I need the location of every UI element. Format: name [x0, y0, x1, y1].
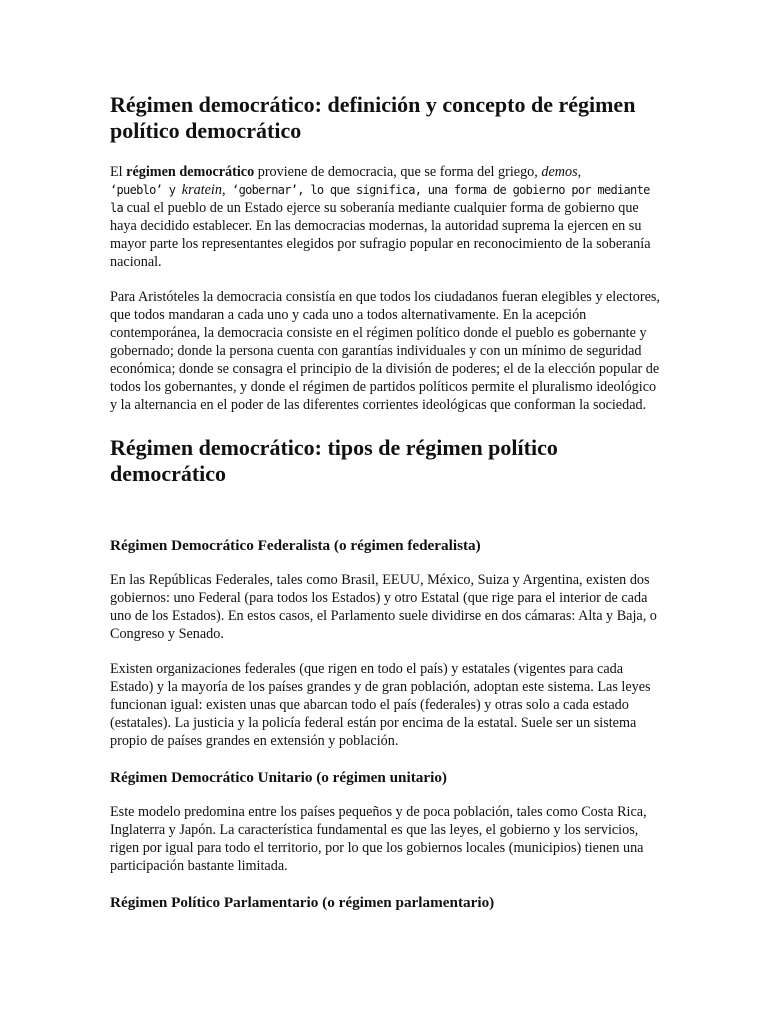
intro-bold-term: régimen democrático	[126, 164, 255, 180]
intro-text-a: El	[110, 164, 127, 180]
unitary-paragraph: Este modelo predomina entre los países pequeños y de poca población, tales como Costa Rica, Inglaterra y Japón. La característica fundamental es que las leyes, el gobierno y los servicios, rigen por igual para todo el territorio, por lo que los gobiernos locales (municipios) tienen una participación bastante limitada.	[110, 803, 647, 874]
main-heading: Régimen democrático: definición y concepto de régimen político democrático	[110, 92, 636, 143]
intro-mono-f: ‘pueblo’ y	[110, 182, 182, 197]
intro-text-e: ,	[577, 164, 582, 180]
intro-mono-h: ‘gobernar’, lo que significa, una forma de gobierno por mediante la	[110, 182, 650, 215]
intro-paragraph	[110, 164, 660, 271]
aristotle-paragraph: Para Aristóteles la democracia consistía en que todos los ciudadanos fueran elegibles y electores, que todos mandaran a cada uno y cada uno a todos alternativamente. En la acepción contemporánea, la democracia consiste en el régimen político donde el pueblo es gobernante y gobernado; donde la persona cuenta con garantías individuales y con un mínimo de seguridad económica; donde se consagra el principio de la división de poderes; el de la elección popular de todos los gobernantes, y donde el régimen de partidos políticos permite el pluralismo ideológico y la alternancia en el poder de las diferentes corrientes ideológicas que conforman la sociedad.	[110, 289, 660, 413]
unitary-subheading: Régimen Democrático Unitario (o régimen unitario)	[110, 768, 447, 786]
federalist-paragraph-1: En las Repúblicas Federales, tales como Brasil, EEUU, México, Suiza y Argentina, existen dos gobiernos: uno Federal (para todos los Estados) y otro Estatal (que rige para el interior de cada uno de los Estados). En estos casos, el Parlamento suele dividirse en dos cámaras: Alta y Baja, o Congreso y Senado.	[110, 571, 657, 642]
intro-text-i: cual el pueblo de un Estado ejerce su soberanía mediante cualquier forma de gobierno que haya decidido establecer. En las democracias modernas, la autoridad suprema la ejercen en su mayor parte los representantes elegidos por sufragio popular en reconocimiento de la soberanía nacional.	[110, 199, 651, 270]
intro-text-c: proviene de democracia, que se forma del griego,	[254, 164, 542, 180]
intro-italic-kratein: kratein,	[181, 181, 226, 198]
intro-italic-demos: demos	[541, 164, 578, 180]
federalist-paragraph-2: Existen organizaciones federales (que rigen en todo el país) y estatales (vigentes para cada Estado) y la mayoría de los países grandes y de gran población, adoptan este sistema. Las leyes funcionan igual: existen unas que abarcan todo el país (federales) y otras solo a cada estado (estatales). La justicia y la policía federal están por encima de la estatal. Suele ser un sistema propio de países grandes en extensión y población.	[110, 661, 651, 750]
types-heading: Régimen democrático: tipos de régimen político democrático	[110, 434, 558, 486]
federalist-subheading: Régimen Democrático Federalista (o régimen federalista)	[110, 536, 481, 554]
parliamentary-subheading: Régimen Político Parlamentario (o régimen parlamentario)	[110, 893, 495, 911]
